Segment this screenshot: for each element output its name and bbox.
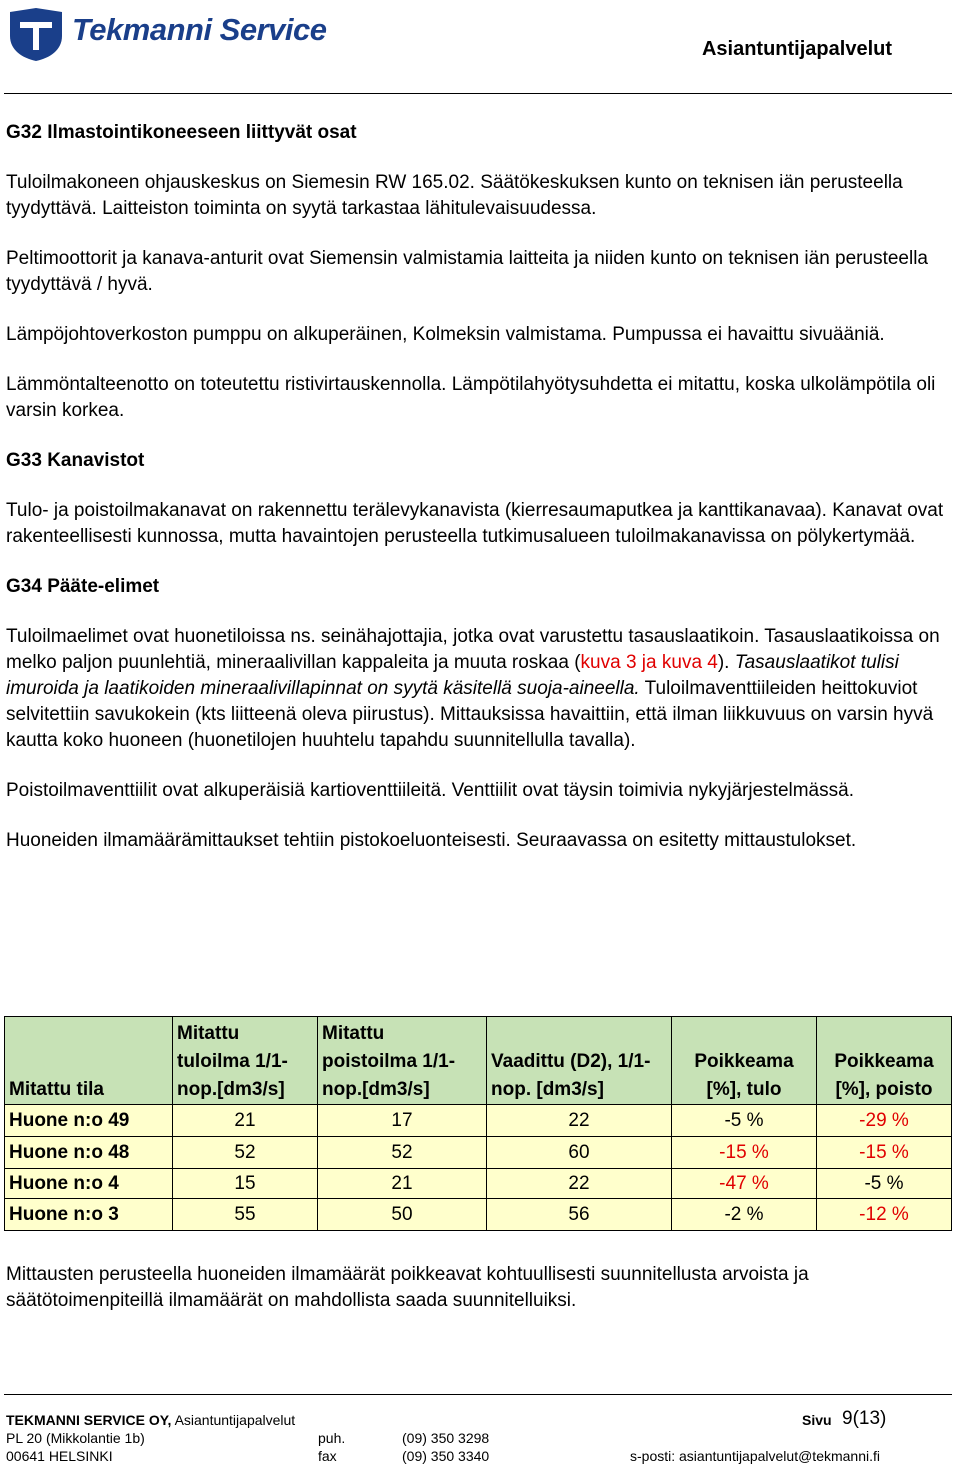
- report-body: [6, 120, 946, 878]
- required-cell: 22: [487, 1169, 672, 1199]
- paragraph: Poistoilmaventtiilit ovat alkuperäisiä kartioventtiileitä. Venttiilit ovat täysin toimivia nykyjärjestelmässä.: [6, 780, 854, 801]
- section-title-g32: G32 Ilmastointikoneeseen liittyvät osat: [6, 122, 357, 143]
- column-header: Mitattu tila: [5, 1017, 173, 1105]
- text-run: Tuloilmaelimet ovat huonetiloissa ns. seinähajottajia, jotka ovat varustettu tasauslaatikoin. Tasauslaatikoissa on melko paljon puunlehtiä, mineraalivillan kappaleita ja muuta roskaa (: [6, 626, 940, 673]
- header-section-label: Asiantuntijapalvelut: [701, 38, 892, 60]
- room-cell: Huone n:o 48: [5, 1137, 173, 1169]
- footer-divider: [4, 1394, 952, 1395]
- table-row: [5, 1137, 952, 1169]
- table-row: [5, 1169, 952, 1199]
- paragraph: Tulo- ja poistoilmakanavat on rakennettu terälevykanavista (kierresaumaputkea ja kanttikanavaa). Kanavat ovat rakenteellisesti kunnossa, mutta havaintojen perusteella tutkimusalueen tuloilmakanavissa on pölykertymää.: [6, 500, 944, 547]
- paragraph: Tuloilmakoneen ohjauskeskus on Siemesin RW 165.02. Säätökeskuksen kunto on teknisen iän perusteella tyydyttävä. Laitteiston toiminta on syytä tarkastaa lähitulevaisuudessa.: [6, 172, 903, 219]
- airflow-measurements-table: [4, 1016, 952, 1231]
- paragraph-terminals: [6, 624, 946, 754]
- exhaust-cell: 21: [318, 1169, 487, 1199]
- room-cell: Huone n:o 4: [5, 1169, 173, 1199]
- fax-number: (09) 350 3340: [402, 1448, 490, 1464]
- supply-deviation-cell: -47 %: [672, 1169, 817, 1199]
- page-footer: [0, 1394, 960, 1466]
- phone-number: (09) 350 3298: [402, 1430, 490, 1446]
- supply-cell: 21: [173, 1105, 318, 1137]
- room-cell: Huone n:o 49: [5, 1105, 173, 1137]
- column-header: Mitattu poistoilma 1/1-nop.[dm3/s]: [318, 1017, 487, 1105]
- supply-cell: 55: [173, 1199, 318, 1231]
- tekmanni-logo: [6, 4, 346, 64]
- supply-cell: 52: [173, 1137, 318, 1169]
- supply-cell: 15: [173, 1169, 318, 1199]
- exhaust-deviation-cell: -12 %: [817, 1199, 952, 1231]
- conclusion-paragraph: Mittausten perusteella huoneiden ilmamäärät poikkeavat kohtuullisesti suunnitellusta arvoista ja säätötoimenpiteillä ilmamäärät on mahdollista saada suunnitelluiksi.: [6, 1264, 809, 1311]
- exhaust-cell: 17: [318, 1105, 487, 1137]
- supply-deviation-cell: -2 %: [672, 1199, 817, 1231]
- room-cell: Huone n:o 3: [5, 1199, 173, 1231]
- recommendation-text: Tasauslaatikot tulisi imuroida ja laatikoiden mineraalivillapinnat on syytä käsitellä suoja-aineella.: [6, 652, 899, 699]
- text-run: Tuloilmaventtiileiden heittokuviot selvitettiin savukokein (kts liitteenä oleva piirustus). Mittauksissa havaittiin, että ilman liikkuvuus on varsin hyvä kautta koko huoneen (huonetilojen huuhtelu tapahdu suunnitellulla tavalla).: [6, 678, 934, 751]
- tekmanni-logo-icon: [6, 6, 66, 62]
- fax-label: fax: [318, 1448, 337, 1464]
- paragraph: Peltimoottorit ja kanava-anturit ovat Siemensin valmistamia laitteita ja niiden kunto on teknisen iän perusteella tyydyttävä / hyvä.: [6, 248, 928, 295]
- paragraph: Huoneiden ilmamäärämittaukset tehtiin pistokoeluonteisesti. Seuraavassa on esitetty mittaustulokset.: [6, 830, 857, 851]
- column-header: Vaadittu (D2), 1/1-nop. [dm3/s]: [487, 1017, 672, 1105]
- required-cell: 56: [487, 1199, 672, 1231]
- supply-deviation-cell: -15 %: [672, 1137, 817, 1169]
- logo-text: Tekmanni Service: [72, 12, 327, 47]
- phone-label: puh.: [318, 1430, 346, 1446]
- paragraph: Lämmöntalteenotto on toteutettu ristivirtauskennolla. Lämpötilahyötysuhdetta ei mitattu, koska ulkolämpötila oli varsin korkea.: [6, 374, 936, 421]
- table-header-row: [5, 1017, 952, 1105]
- text-run: ).: [717, 652, 735, 673]
- exhaust-deviation-cell: -29 %: [817, 1105, 952, 1137]
- footer-address-line1: PL 20 (Mikkolantie 1b): [6, 1430, 145, 1446]
- page-header: [0, 0, 960, 95]
- header-divider: [4, 93, 952, 94]
- exhaust-deviation-cell: -5 %: [817, 1169, 952, 1199]
- page-number: 9(13): [842, 1408, 887, 1429]
- table-row: [5, 1105, 952, 1137]
- company-suffix: Asiantuntijapalvelut: [174, 1412, 296, 1428]
- exhaust-cell: 50: [318, 1199, 487, 1231]
- paragraph: Lämpöjohtoverkoston pumppu on alkuperäinen, Kolmeksin valmistama. Pumpussa ei havaittu sivuääniä.: [6, 324, 885, 345]
- exhaust-deviation-cell: -15 %: [817, 1137, 952, 1169]
- figure-reference-link[interactable]: kuva 3 ja kuva 4: [580, 652, 718, 673]
- required-cell: 22: [487, 1105, 672, 1137]
- footer-company: [6, 1412, 295, 1429]
- company-name: TEKMANNI SERVICE OY,: [6, 1412, 172, 1428]
- column-header: Poikkeama [%], tulo: [672, 1017, 817, 1105]
- footer-email-link[interactable]: s-posti: asiantuntijapalvelut@tekmanni.fi: [630, 1448, 881, 1464]
- page-label: Sivu: [802, 1412, 832, 1428]
- footer-address-line2: 00641 HELSINKI: [6, 1448, 113, 1464]
- column-header: Poikkeama [%], poisto: [817, 1017, 952, 1105]
- exhaust-cell: 52: [318, 1137, 487, 1169]
- supply-deviation-cell: -5 %: [672, 1105, 817, 1137]
- section-title-g34: G34 Pääte-elimet: [6, 576, 160, 597]
- column-header: Mitattu tuloilma 1/1-nop.[dm3/s]: [173, 1017, 318, 1105]
- required-cell: 60: [487, 1137, 672, 1169]
- table-row: [5, 1199, 952, 1231]
- section-title-g33: G33 Kanavistot: [6, 450, 145, 471]
